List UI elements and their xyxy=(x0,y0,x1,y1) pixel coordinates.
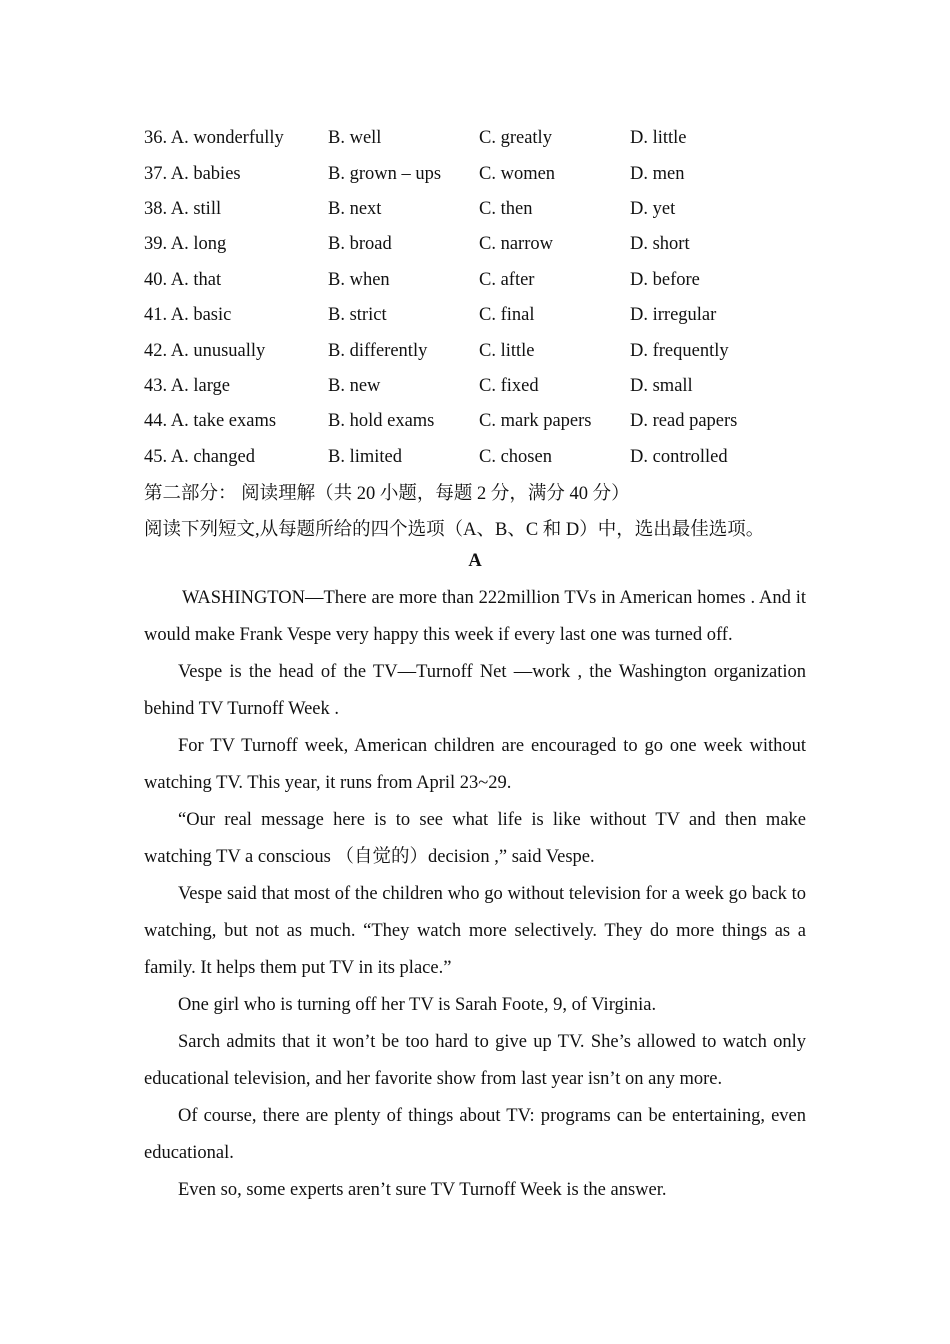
option-b: B. well xyxy=(328,128,382,149)
option-b: B. grown – ups xyxy=(328,163,442,184)
passage-paragraph: One girl who is turning off her TV is Sarah Foote, 9, of Virginia. xyxy=(178,995,657,1015)
cloze-options xyxy=(144,121,824,475)
option-b: B. broad xyxy=(328,234,392,255)
option-d: D. read papers xyxy=(630,411,738,432)
passage-heading: A xyxy=(468,551,482,571)
reading-passage xyxy=(144,580,806,1209)
option-b: B. next xyxy=(328,198,382,219)
option-row xyxy=(144,404,824,439)
option-d: D. short xyxy=(630,234,690,255)
passage-paragraph: “Our real message here is to see what life is like without TV and then make watching TV a conscious （自觉的）decision ,” said Vespe. xyxy=(144,810,806,867)
option-a: 43. A. large xyxy=(144,375,230,396)
option-c: C. chosen xyxy=(479,446,552,467)
passage-paragraph: Sarch admits that it won’t be too hard to give up TV. She’s allowed to watch only educational television, and her favorite show from last year isn’t on any more. xyxy=(144,1032,806,1089)
option-c: C. then xyxy=(479,198,533,219)
passage-paragraph: Vespe is the head of the TV—Turnoff Net —work , the Washington organization behind TV Turnoff Week . xyxy=(144,662,806,719)
section-title: 第二部分： 阅读理解（共 20 小题，每题 2 分，满分 40 分） xyxy=(144,484,630,504)
option-a: 36. A. wonderfully xyxy=(144,128,284,149)
option-d: D. little xyxy=(630,128,687,149)
option-b: B. limited xyxy=(328,446,402,467)
option-d: D. frequently xyxy=(630,340,729,361)
option-row xyxy=(144,156,824,191)
option-row xyxy=(144,369,824,404)
option-c: C. narrow xyxy=(479,234,553,255)
option-a: 37. A. babies xyxy=(144,163,241,184)
option-a: 39. A. long xyxy=(144,234,227,255)
section-instruction: 阅读下列短文,从每题所给的四个选项（A、B、C 和 D）中，选出最佳选项。 xyxy=(144,520,765,540)
passage-paragraph: Of course, there are plenty of things about TV: programs can be entertaining, even educational. xyxy=(144,1106,806,1163)
option-row xyxy=(144,227,824,262)
option-b: B. when xyxy=(328,269,390,290)
option-a: 44. A. take exams xyxy=(144,411,277,432)
option-d: D. before xyxy=(630,269,700,290)
option-c: C. after xyxy=(479,269,535,290)
option-a: 40. A. that xyxy=(144,269,222,290)
passage-paragraph: For TV Turnoff week, American children are encouraged to go one week without watching TV. This year, it runs from April 23~29. xyxy=(144,736,806,793)
option-c: C. women xyxy=(479,163,556,184)
option-b: B. strict xyxy=(328,305,387,326)
passage-paragraph: Even so, some experts aren’t sure TV Turnoff Week is the answer. xyxy=(178,1180,667,1200)
option-c: C. fixed xyxy=(479,375,539,396)
option-row xyxy=(144,333,824,368)
option-row xyxy=(144,298,824,333)
option-row xyxy=(144,263,824,298)
option-c: C. little xyxy=(479,340,535,361)
option-row xyxy=(144,440,824,475)
option-d: D. irregular xyxy=(630,305,717,326)
option-a: 38. A. still xyxy=(144,198,222,219)
option-a: 45. A. changed xyxy=(144,446,255,467)
passage-paragraph: Vespe said that most of the children who go without television for a week go back to watching, but not as much. “They watch more selectively. They do more things as a family. It helps them put TV in its place.” xyxy=(144,884,806,978)
option-c: C. greatly xyxy=(479,128,552,149)
option-c: C. final xyxy=(479,305,535,326)
option-b: B. differently xyxy=(328,340,428,361)
option-b: B. hold exams xyxy=(328,411,435,432)
option-c: C. mark papers xyxy=(479,411,592,432)
option-row xyxy=(144,121,824,156)
option-d: D. controlled xyxy=(630,446,728,467)
option-a: 42. A. unusually xyxy=(144,340,266,361)
option-d: D. yet xyxy=(630,198,676,219)
option-a: 41. A. basic xyxy=(144,305,232,326)
option-d: D. small xyxy=(630,375,693,396)
option-b: B. new xyxy=(328,375,381,396)
option-d: D. men xyxy=(630,163,685,184)
passage-paragraph: WASHINGTON—There are more than 222million TVs in American homes . And it would make Frank Vespe very happy this week if every last one was turned off. xyxy=(144,588,806,645)
option-row xyxy=(144,192,824,227)
